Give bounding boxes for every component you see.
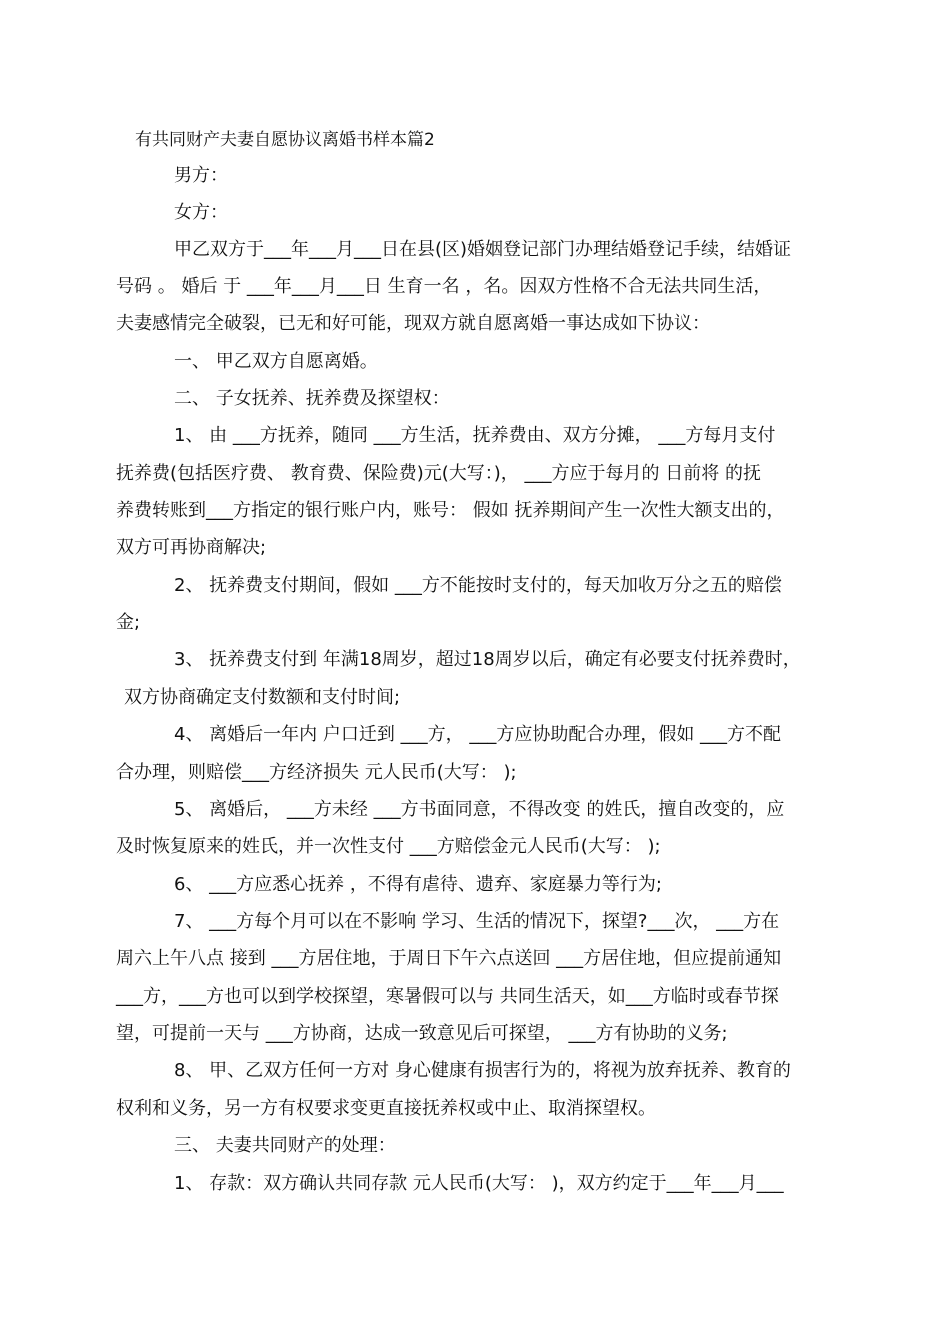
paragraph-line: 8、 甲、乙双方任何一方对 身心健康有损害行为的，将视为放弃抚养、教育的: [174, 1060, 791, 1081]
paragraph-line: 6、 ___方应悉心抚养 ，不得有虐待、遗弃、家庭暴力等行为;: [174, 874, 662, 895]
paragraph-line: 双方协商确定支付数额和支付时间;: [124, 687, 401, 708]
section-heading: 一、 甲乙双方自愿离婚。: [174, 351, 378, 372]
paragraph-line: 权利和义务，另一方有权要求变更直接抚养权或中止、取消探望权。: [116, 1098, 656, 1119]
paragraph-line: 望，可提前一天与 ___方协商，达成一致意见后可探望， ___方有协助的义务;: [116, 1023, 728, 1044]
paragraph-line: 周六上午八点 接到 ___方居住地，于周日下午六点送回 ___方居住地，但应提前通知: [116, 948, 782, 969]
paragraph-line: 1、 由 ___方抚养，随同 ___方生活，抚养费由、双方分摊， ___方每月支付: [174, 425, 776, 446]
paragraph-line: 合办理，则赔偿___方经济损失 元人民币(大写： );: [116, 762, 517, 783]
paragraph-line: 4、 离婚后一年内 户口迁到 ___方， ___方应协助配合办理，假如 ___方不配: [174, 724, 782, 745]
paragraph-line: 号码 。 婚后 于 ___年___月___日 生育一名 ，名。因双方性格不合无法共同生活，: [116, 276, 772, 297]
paragraph-line: 1、 存款：双方确认共同存款 元人民币(大写： )，双方约定于___年___月___: [174, 1173, 784, 1194]
paragraph-line: ___方，___方也可以到学校探望，寒暑假可以与 共同生活天，如___方临时或春节探: [116, 986, 779, 1007]
paragraph-line: 甲乙双方于___年___月___日在县(区)婚姻登记部门办理结婚登记手续，结婚证: [174, 239, 792, 260]
paragraph-line: 双方可再协商解决;: [116, 537, 267, 558]
paragraph-line: 7、 ___方每个月可以在不影响 学习、生活的情况下，探望?___次， ___方在: [174, 911, 780, 932]
paragraph-line: 3、 抚养费支付到 年满18周岁，超过18周岁以后，确定有必要支付抚养费时，: [174, 649, 801, 670]
document-title: 有共同财产夫妻自愿协议离婚书样本篇2: [135, 130, 435, 150]
paragraph-line: 夫妻感情完全破裂，已无和好可能，现双方就自愿离婚一事达成如下协议：: [116, 313, 710, 334]
section-heading: 三、 夫妻共同财产的处理：: [174, 1135, 396, 1156]
section-heading: 二、 子女抚养、抚养费及探望权：: [174, 388, 450, 409]
line-male-party: 男方：: [174, 165, 228, 186]
paragraph-line: 养费转账到___方指定的银行账户内，账号： 假如 抚养期间产生一次性大额支出的，: [116, 500, 785, 521]
paragraph-line: 及时恢复原来的姓氏，并一次性支付 ___方赔偿金元人民币(大写： );: [116, 836, 661, 857]
paragraph-line: 金;: [116, 612, 141, 633]
paragraph-line: 2、 抚养费支付期间，假如 ___方不能按时支付的，每天加收万分之五的赔偿: [174, 575, 782, 596]
paragraph-line: 抚养费(包括医疗费、 教育费、保险费)元(大写：)， ___方应于每月的 日前将 的抚: [116, 463, 761, 484]
line-female-party: 女方：: [174, 202, 228, 223]
paragraph-line: 5、 离婚后， ___方未经 ___方书面同意，不得改变 的姓氏，擅自改变的，应: [174, 799, 785, 820]
